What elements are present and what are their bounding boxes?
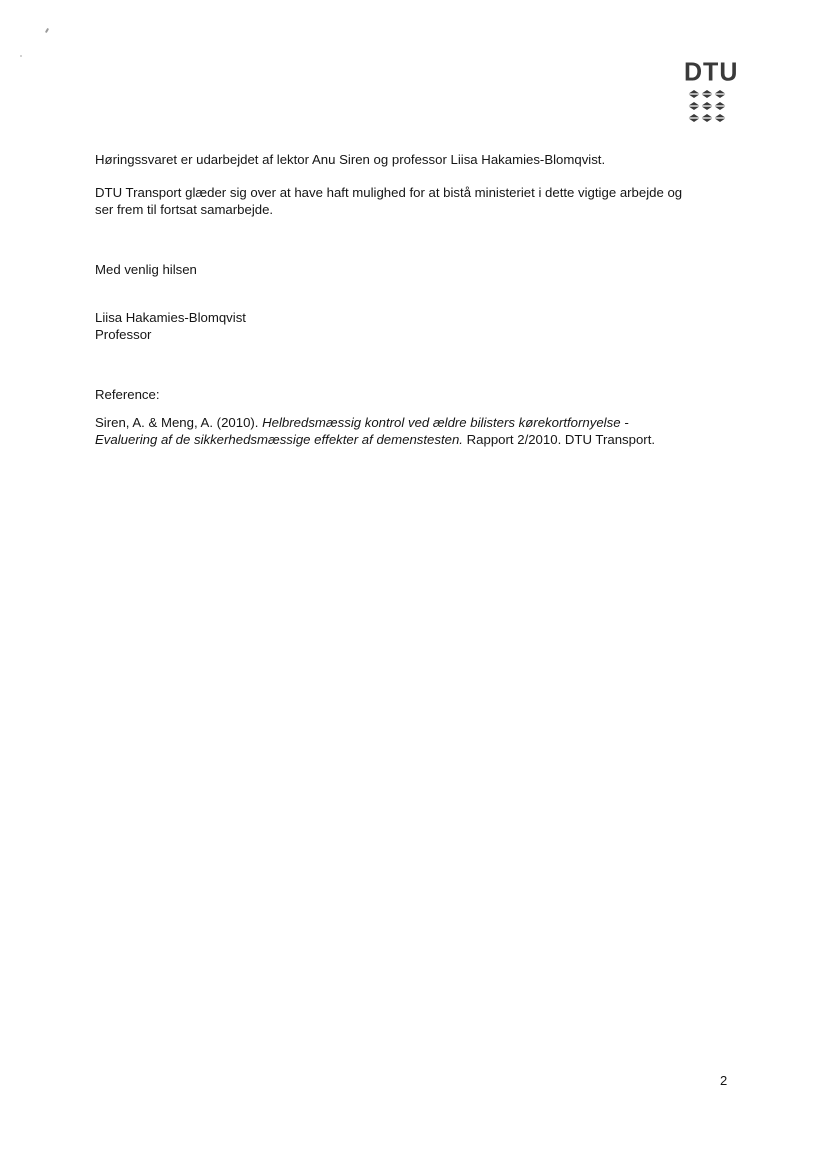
intro-paragraph: Høringssvaret er udarbejdet af lektor Anu Siren og professor Liisa Hakamies-Blomqvist. bbox=[95, 152, 606, 167]
scan-speck bbox=[45, 28, 49, 33]
scan-speck bbox=[20, 55, 22, 57]
thanks-paragraph bbox=[95, 185, 735, 218]
reference-entry bbox=[95, 415, 735, 448]
thanks-line-2: ser frem til fortsat samarbejde. bbox=[95, 201, 274, 217]
thanks-line-1: DTU Transport glæder sig over at have haft mulighed for at bistå ministeriet i dette vigtige arbejde og bbox=[95, 185, 683, 200]
signature-block bbox=[95, 310, 735, 343]
signer-name: Liisa Hakamies-Blomqvist bbox=[95, 310, 246, 325]
reference-authors: Siren, A. & Meng, A. (2010). bbox=[95, 415, 263, 430]
dtu-wave-logo-icon bbox=[686, 88, 730, 124]
reference-title-line-2: Evaluering af de sikkerhedsmæssige effekter af demenstesten. bbox=[95, 431, 463, 447]
logo-text: DTU bbox=[684, 57, 739, 87]
reference-title-line-1: Helbredsmæssig kontrol ved ældre bilisters kørekortfornyelse - bbox=[262, 415, 629, 430]
signer-title: Professor bbox=[95, 326, 152, 342]
closing: Med venlig hilsen bbox=[95, 262, 197, 277]
reference-heading: Reference: bbox=[95, 387, 160, 402]
page-number: 2 bbox=[720, 1073, 728, 1088]
reference-tail: Rapport 2/2010. DTU Transport. bbox=[462, 431, 656, 447]
dtu-logo bbox=[684, 57, 739, 126]
